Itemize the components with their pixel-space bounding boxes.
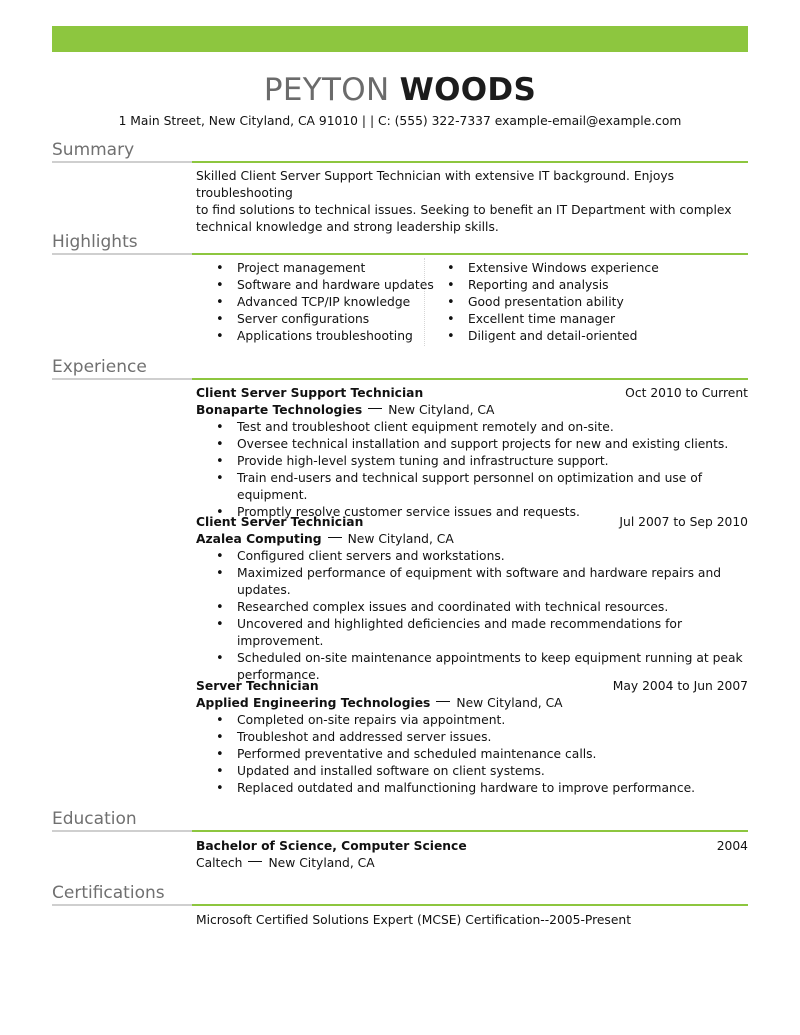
- contact-info: 1 Main Street, New Cityland, CA 91010 | | C: (555) 322-7337 example-email@example.com: [118, 114, 682, 128]
- job-bullet: • Train end-users and technical support personnel on optimization and use of equipment.: [216, 470, 748, 504]
- job-bullet: • Maximized performance of equipment with software and hardware repairs and updates.: [216, 565, 748, 599]
- highlights-divider: [424, 258, 425, 346]
- job-bullet: • Replaced outdated and malfunctioning hardware to improve performance.: [216, 780, 748, 797]
- highlight-item: • Reporting and analysis: [447, 277, 659, 294]
- candidate-name: [0, 70, 800, 110]
- section-title-education: Education: [52, 809, 137, 829]
- highlight-item: • Good presentation ability: [447, 294, 659, 311]
- section-title-experience: Experience: [52, 357, 147, 377]
- graduation-year: 2004: [716, 839, 748, 853]
- header-accent-bar: [52, 26, 748, 52]
- section-rule-experience: [52, 378, 748, 380]
- job-bullet: • Oversee technical installation and support projects for new and existing clients.: [216, 436, 748, 453]
- summary-line: technical knowledge and strong leadership skills.: [196, 220, 499, 234]
- job-bullet: • Completed on-site repairs via appointment.: [216, 712, 748, 729]
- degree: Bachelor of Science, Computer Science: [196, 839, 467, 853]
- section-rule-education: [52, 830, 748, 832]
- job-bullet: • Promptly resolve customer service issues and requests.: [216, 504, 748, 521]
- job-title: Client Server Support Technician: [196, 386, 424, 400]
- job-company: Bonaparte Technologies: [196, 403, 363, 417]
- section-title-summary: Summary: [52, 140, 135, 160]
- job-company: Azalea Computing: [196, 532, 322, 546]
- highlights-left-column: [216, 260, 434, 345]
- job-entry: [196, 514, 748, 684]
- summary-line: to find solutions to technical issues. Seeking to benefit an IT Department with complex: [196, 203, 732, 217]
- section-rule-highlights: [52, 253, 748, 255]
- dash-separator: [328, 537, 342, 538]
- highlights-right-column: [447, 260, 659, 345]
- job-location: New Cityland, CA: [388, 403, 495, 417]
- highlight-item: • Server configurations: [216, 311, 434, 328]
- job-title: Client Server Technician: [196, 515, 364, 529]
- highlight-item: • Diligent and detail-oriented: [447, 328, 659, 345]
- highlight-item: • Extensive Windows experience: [447, 260, 659, 277]
- job-entry: [196, 385, 748, 521]
- job-entry: [196, 678, 748, 797]
- dash-separator: [248, 861, 262, 862]
- section-title-certifications: Certifications: [52, 883, 165, 903]
- dash-separator: [436, 701, 450, 702]
- highlight-item: • Advanced TCP/IP knowledge: [216, 294, 434, 311]
- job-location: New Cityland, CA: [347, 532, 454, 546]
- school: Caltech: [196, 856, 243, 870]
- education-entry: [196, 838, 748, 872]
- highlight-item: • Software and hardware updates: [216, 277, 434, 294]
- job-bullet: • Configured client servers and workstations.: [216, 548, 748, 565]
- job-bullet: • Test and troubleshoot client equipment remotely and on-site.: [216, 419, 748, 436]
- job-dates: Oct 2010 to Current: [625, 386, 748, 400]
- job-company: Applied Engineering Technologies: [196, 696, 431, 710]
- highlight-item: • Applications troubleshooting: [216, 328, 434, 345]
- last-name: WOODS: [399, 72, 537, 108]
- job-bullet: • Uncovered and highlighted deficiencies and made recommendations for improvement.: [216, 616, 748, 650]
- job-bullet: • Researched complex issues and coordinated with technical resources.: [216, 599, 748, 616]
- job-bullet: • Scheduled on-site maintenance appointments to keep equipment running at peak performance.: [216, 650, 748, 684]
- job-dates: Jul 2007 to Sep 2010: [619, 515, 748, 529]
- certification-item: Microsoft Certified Solutions Expert (MCSE) Certification--2005-Present: [196, 913, 632, 927]
- summary-text: [196, 168, 748, 236]
- highlight-item: • Project management: [216, 260, 434, 277]
- section-rule-summary: [52, 161, 748, 163]
- first-name: PEYTON: [263, 72, 390, 108]
- job-bullet: • Performed preventative and scheduled maintenance calls.: [216, 746, 748, 763]
- summary-line: Skilled Client Server Support Technician with extensive IT background. Enjoys troubleshooting: [196, 169, 675, 200]
- dash-separator: [368, 408, 382, 409]
- job-dates: May 2004 to Jun 2007: [612, 679, 748, 693]
- school-location: New Cityland, CA: [268, 856, 375, 870]
- job-location: New Cityland, CA: [456, 696, 563, 710]
- job-bullet: • Troubleshot and addressed server issues.: [216, 729, 748, 746]
- job-bullet: • Provide high-level system tuning and infrastructure support.: [216, 453, 748, 470]
- section-title-highlights: Highlights: [52, 232, 138, 252]
- job-title: Server Technician: [196, 679, 319, 693]
- section-rule-certifications: [52, 904, 748, 906]
- highlight-item: • Excellent time manager: [447, 311, 659, 328]
- job-bullet: • Updated and installed software on client systems.: [216, 763, 748, 780]
